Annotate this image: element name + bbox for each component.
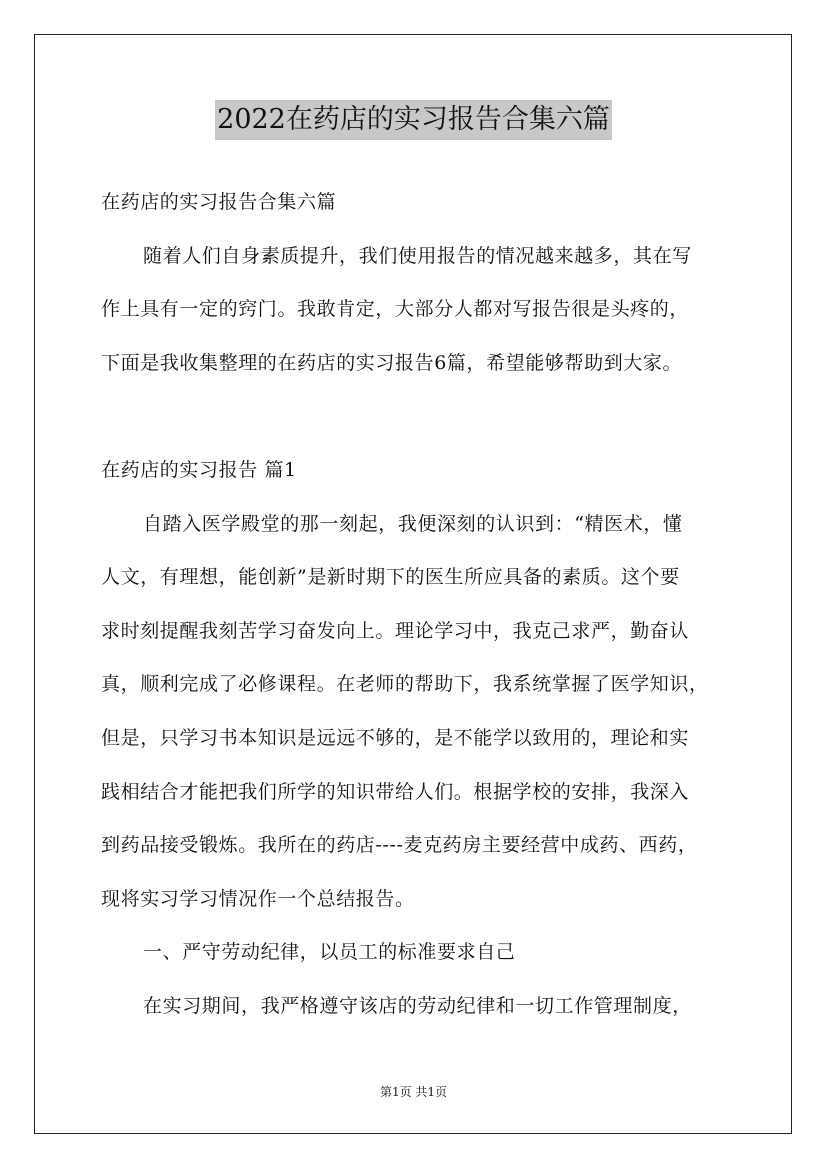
section-line: 现将实习学习情况作一个总结报告。 [101, 887, 415, 910]
document-body [101, 176, 741, 1034]
intro-line: 随着人们自身素质提升，我们使用报告的情况越来越多，其在写 [143, 244, 692, 267]
page-footer: 第1页 共1页 [379, 1085, 448, 1099]
intro-line: 作上具有一定的窍门。我敢肯定，大部分人都对写报告很是头疼的， [101, 298, 690, 321]
point-heading: 一、严守劳动纪律，以员工的标准要求自己 [143, 941, 516, 964]
section-line: 真，顺利完成了必修课程。在老师的帮助下，我系统掌握了医学知识， [101, 673, 709, 696]
point-line: 在实习期间，我严格遵守该店的劳动纪律和一切工作管理制度， [143, 994, 692, 1017]
intro-line: 下面是我收集整理的在药店的实习报告6篇，希望能够帮助到大家。 [101, 351, 683, 374]
section-line: 自踏入医学殿堂的那一刻起，我便深刻的认识到：“精医术，懂 [143, 512, 683, 535]
document-subtitle: 在药店的实习报告合集六篇 [101, 191, 337, 213]
section-heading: 在药店的实习报告 篇1 [101, 458, 297, 481]
section-line: 到药品接受锻炼。我所在的药店----麦克药房主要经营中成药、西药， [101, 834, 698, 857]
section-line: 求时刻提醒我刻苦学习奋发向上。理论学习中，我克己求严，勤奋认 [101, 619, 690, 642]
section-line: 人文，有理想，能创新”是新时期下的医生所应具备的素质。这个要 [101, 566, 680, 589]
document-title: 2022在药店的实习报告合集六篇 [215, 100, 612, 140]
section-line: 但是，只学习书本知识是远远不够的，是不能学以致用的，理论和实 [101, 726, 690, 749]
section-line: 践相结合才能把我们所学的知识带给人们。根据学校的安排，我深入 [101, 780, 690, 803]
